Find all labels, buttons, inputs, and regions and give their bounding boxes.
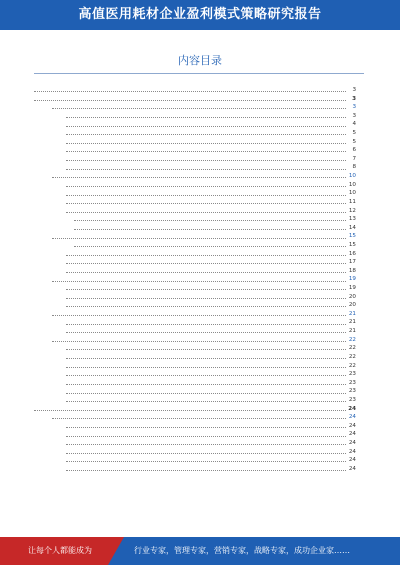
toc-dot-leader xyxy=(34,91,350,92)
toc-entry-page-number: 14 xyxy=(346,224,356,233)
toc-entry[interactable] xyxy=(0,465,400,474)
footer-slogan-right: 行业专家，管理专家，营销专家，战略专家，成功企业家…… xyxy=(134,546,350,555)
toc-dot-leader xyxy=(66,444,350,445)
toc-entry-page-number: 24 xyxy=(346,430,356,439)
toc-entry[interactable] xyxy=(0,327,400,336)
toc-dot-leader xyxy=(66,393,350,394)
toc-entry[interactable] xyxy=(0,430,400,439)
toc-entry-page-number: 24 xyxy=(346,456,356,465)
toc-dot-leader xyxy=(52,418,350,419)
toc-entry[interactable] xyxy=(0,413,400,422)
toc-entry[interactable] xyxy=(0,250,400,259)
toc-entry-page-number: 5 xyxy=(346,138,356,147)
toc-dot-leader xyxy=(66,212,350,213)
toc-entry-page-number: 24 xyxy=(346,448,356,457)
toc-entry-page-number: 24 xyxy=(346,413,356,422)
toc-entry[interactable] xyxy=(0,379,400,388)
toc-entry[interactable] xyxy=(0,207,400,216)
toc-entry-page-number: 12 xyxy=(346,207,356,216)
toc-entry[interactable] xyxy=(0,86,400,95)
toc-entry-page-number: 10 xyxy=(346,189,356,198)
toc-entry[interactable] xyxy=(0,241,400,250)
toc-entry-page-number: 15 xyxy=(346,232,356,241)
toc-dot-leader xyxy=(52,315,350,316)
toc-entry-page-number: 21 xyxy=(346,310,356,319)
toc-entry-page-number: 23 xyxy=(346,370,356,379)
toc-entry[interactable] xyxy=(0,146,400,155)
toc-entry[interactable] xyxy=(0,396,400,405)
toc-dot-leader xyxy=(66,461,350,462)
toc-dot-leader xyxy=(66,186,350,187)
toc-dot-leader xyxy=(52,281,350,282)
toc-entry[interactable] xyxy=(0,258,400,267)
toc-dot-leader xyxy=(52,341,350,342)
toc-dot-leader xyxy=(34,100,350,101)
table-of-contents xyxy=(0,86,400,473)
toc-entry[interactable] xyxy=(0,370,400,379)
toc-dot-leader xyxy=(74,229,350,230)
toc-entry-page-number: 7 xyxy=(346,155,356,164)
toc-entry-page-number: 5 xyxy=(346,129,356,138)
toc-entry-page-number: 17 xyxy=(346,258,356,267)
toc-entry-page-number: 24 xyxy=(346,439,356,448)
toc-entry-page-number: 13 xyxy=(346,215,356,224)
toc-entry[interactable] xyxy=(0,232,400,241)
toc-dot-leader xyxy=(66,306,350,307)
toc-dot-leader xyxy=(66,255,350,256)
toc-dot-leader xyxy=(66,160,350,161)
toc-entry-page-number: 23 xyxy=(346,379,356,388)
toc-dot-leader xyxy=(66,203,350,204)
toc-entry[interactable] xyxy=(0,112,400,121)
toc-dot-leader xyxy=(52,177,350,178)
toc-dot-leader xyxy=(66,436,350,437)
toc-entry-page-number: 23 xyxy=(346,387,356,396)
toc-dot-leader xyxy=(66,324,350,325)
toc-dot-leader xyxy=(66,151,350,152)
toc-entry[interactable] xyxy=(0,422,400,431)
toc-entry[interactable] xyxy=(0,362,400,371)
toc-dot-leader xyxy=(34,410,350,411)
toc-dot-leader xyxy=(66,272,350,273)
toc-entry[interactable] xyxy=(0,198,400,207)
toc-entry[interactable] xyxy=(0,267,400,276)
toc-dot-leader xyxy=(66,143,350,144)
toc-entry[interactable] xyxy=(0,301,400,310)
toc-dot-leader xyxy=(52,108,350,109)
toc-entry-page-number: 16 xyxy=(346,250,356,259)
toc-entry-page-number: 22 xyxy=(346,344,356,353)
toc-entry[interactable] xyxy=(0,129,400,138)
toc-entry-page-number: 18 xyxy=(346,267,356,276)
toc-dot-leader xyxy=(66,169,350,170)
toc-entry-page-number: 3 xyxy=(346,112,356,121)
toc-entry-page-number: 22 xyxy=(346,353,356,362)
report-title: 高值医用耗材企业盈利模式策略研究报告 xyxy=(78,7,322,22)
toc-entry-page-number: 21 xyxy=(346,318,356,327)
toc-dot-leader xyxy=(74,220,350,221)
toc-dot-leader xyxy=(66,126,350,127)
toc-entry-page-number: 20 xyxy=(346,293,356,302)
toc-dot-leader xyxy=(52,238,350,239)
toc-entry[interactable] xyxy=(0,456,400,465)
toc-entry[interactable] xyxy=(0,224,400,233)
toc-entry[interactable] xyxy=(0,448,400,457)
toc-dot-leader xyxy=(66,289,350,290)
toc-entry-page-number: 19 xyxy=(346,275,356,284)
toc-entry-page-number: 24 xyxy=(346,422,356,431)
toc-dot-leader xyxy=(66,401,350,402)
toc-entry-page-number: 15 xyxy=(346,241,356,250)
toc-entry[interactable] xyxy=(0,172,400,181)
toc-dot-leader xyxy=(66,332,350,333)
toc-entry[interactable] xyxy=(0,95,400,104)
toc-dot-leader xyxy=(66,349,350,350)
toc-dot-leader xyxy=(66,375,350,376)
toc-entry-page-number: 11 xyxy=(346,198,356,207)
toc-entry[interactable] xyxy=(0,155,400,164)
toc-dot-leader xyxy=(66,134,350,135)
toc-entry-page-number: 23 xyxy=(346,396,356,405)
toc-entry[interactable] xyxy=(0,138,400,147)
toc-entry-page-number: 19 xyxy=(346,284,356,293)
toc-entry[interactable] xyxy=(0,344,400,353)
toc-entry[interactable] xyxy=(0,405,400,414)
toc-dot-leader xyxy=(66,384,350,385)
toc-dot-leader xyxy=(66,298,350,299)
toc-dot-leader xyxy=(66,117,350,118)
toc-entry-page-number: 4 xyxy=(346,120,356,129)
toc-entry[interactable] xyxy=(0,189,400,198)
toc-entry-page-number: 10 xyxy=(346,181,356,190)
toc-entry[interactable] xyxy=(0,439,400,448)
toc-dot-leader xyxy=(66,470,350,471)
toc-entry[interactable] xyxy=(0,284,400,293)
toc-entry-page-number: 22 xyxy=(346,362,356,371)
toc-entry-page-number: 24 xyxy=(346,405,356,414)
toc-dot-leader xyxy=(66,195,350,196)
toc-entry-page-number: 22 xyxy=(346,336,356,345)
toc-entry[interactable] xyxy=(0,310,400,319)
toc-divider xyxy=(34,73,364,74)
toc-dot-leader xyxy=(66,427,350,428)
toc-entry[interactable] xyxy=(0,336,400,345)
toc-entry-page-number: 21 xyxy=(346,327,356,336)
toc-entry-page-number: 3 xyxy=(346,95,356,104)
toc-entry[interactable] xyxy=(0,293,400,302)
footer-accent-slant xyxy=(108,537,124,565)
toc-entry[interactable] xyxy=(0,387,400,396)
toc-entry-page-number: 6 xyxy=(346,146,356,155)
toc-entry-page-number: 20 xyxy=(346,301,356,310)
toc-dot-leader xyxy=(66,453,350,454)
toc-entry[interactable] xyxy=(0,163,400,172)
toc-entry[interactable] xyxy=(0,318,400,327)
toc-entry[interactable] xyxy=(0,353,400,362)
toc-entry-page-number: 10 xyxy=(346,172,356,181)
toc-entry[interactable] xyxy=(0,120,400,129)
toc-entry[interactable] xyxy=(0,215,400,224)
toc-entry[interactable] xyxy=(0,103,400,112)
toc-entry[interactable] xyxy=(0,275,400,284)
toc-entry-page-number: 3 xyxy=(346,103,356,112)
footer-slogan-left: 让每个人都能成为 xyxy=(28,546,92,555)
toc-heading: 内容目录 xyxy=(178,54,222,67)
toc-dot-leader xyxy=(74,246,350,247)
toc-dot-leader xyxy=(66,263,350,264)
toc-entry-page-number: 3 xyxy=(346,86,356,95)
toc-dot-leader xyxy=(66,367,350,368)
toc-entry-page-number: 8 xyxy=(346,163,356,172)
toc-entry[interactable] xyxy=(0,181,400,190)
toc-dot-leader xyxy=(66,358,350,359)
toc-entry-page-number: 24 xyxy=(346,465,356,474)
